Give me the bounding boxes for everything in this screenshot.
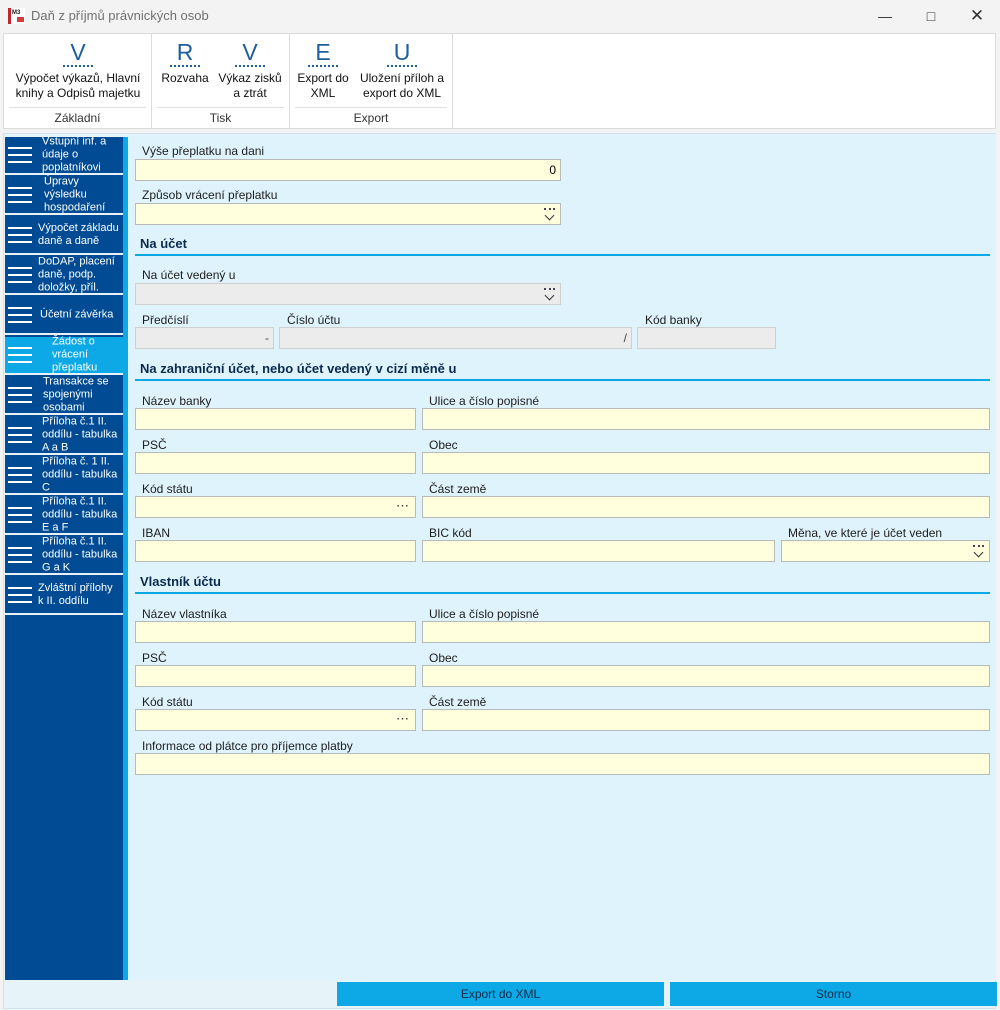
- client-area: [3, 133, 996, 1009]
- overpayment-label: Výše přeplatku na dani: [142, 144, 265, 158]
- ribbon-group-basic: [4, 34, 152, 128]
- payer-info-field[interactable]: [135, 753, 990, 775]
- ribbon-group-label: Tisk: [209, 111, 232, 125]
- owner-name-label: Název vlastníka: [142, 607, 227, 621]
- section-divider: [135, 379, 990, 381]
- sidebar-item-input-info[interactable]: Vstupní inf. a údaje o poplatníkovi: [5, 137, 123, 175]
- section-owner-title: Vlastník účtu: [140, 574, 221, 589]
- balance-sheet-button[interactable]: R Rozvaha: [161, 39, 209, 85]
- menu-icon: [8, 427, 32, 443]
- menu-icon: [8, 147, 32, 163]
- menu-icon: [8, 267, 32, 283]
- city-label: Obec: [429, 438, 458, 452]
- save-attachments-icon: U: [387, 40, 417, 67]
- form-panel: [128, 134, 996, 980]
- sidebar-item-transactions[interactable]: Transakce se spojenými osobami: [5, 377, 123, 415]
- calc-reports-button[interactable]: V Výpočet výkazů, Hlavní knihy a Odpisů majetku: [15, 39, 141, 100]
- owner-zip-field[interactable]: [135, 665, 416, 687]
- prefix-field[interactable]: -: [135, 327, 274, 349]
- sidebar-item-adjustments[interactable]: Úpravy výsledku hospodaření: [5, 177, 123, 215]
- currency-select[interactable]: [781, 540, 990, 562]
- ellipsis-icon[interactable]: ⋯: [396, 498, 410, 513]
- country-code-label: Kód státu: [142, 482, 193, 496]
- ribbon-group-label: Export: [353, 111, 389, 125]
- export-xml-ribbon-button[interactable]: E Export do XML: [297, 39, 349, 100]
- account-held-label: Na účet vedený u: [142, 268, 236, 282]
- refund-method-select[interactable]: [135, 203, 561, 225]
- sidebar-item-refund-request[interactable]: Žádost o vrácení přeplatku: [5, 337, 123, 375]
- ellipsis-icon[interactable]: ⋯: [396, 711, 410, 726]
- menu-icon: [8, 387, 32, 403]
- owner-city-label: Obec: [429, 651, 458, 665]
- owner-country-code-label: Kód státu: [142, 695, 193, 709]
- menu-icon: [8, 547, 32, 563]
- sidebar-item-annex-c[interactable]: Příloha č. 1 II. oddílu - tabulka C: [5, 457, 123, 495]
- bic-label: BIC kód: [429, 526, 472, 540]
- owner-region-field[interactable]: [422, 709, 990, 731]
- prefix-label: Předčíslí: [142, 313, 189, 327]
- cancel-button[interactable]: Storno: [670, 982, 997, 1006]
- menu-icon: [8, 587, 32, 603]
- sidebar-item-annex-gk[interactable]: Příloha č.1 II. oddílu - tabulka G a K: [5, 537, 123, 575]
- profit-loss-icon: V: [235, 40, 265, 67]
- app-icon: M3: [8, 8, 25, 24]
- profit-loss-button[interactable]: V Výkaz zisků a ztrát: [218, 39, 282, 100]
- overpayment-field[interactable]: 0: [135, 159, 561, 181]
- bank-code-field[interactable]: [637, 327, 776, 349]
- owner-zip-label: PSČ: [142, 651, 167, 665]
- bic-field[interactable]: [422, 540, 775, 562]
- sidebar-item-special-annexes[interactable]: Zvláštní přílohy k II. oddílu: [5, 577, 123, 615]
- payer-info-label: Informace od plátce pro příjemce platby: [142, 739, 353, 753]
- section-divider: [135, 592, 990, 594]
- iban-label: IBAN: [142, 526, 171, 540]
- balance-sheet-icon: R: [170, 40, 200, 67]
- account-number-field[interactable]: /: [279, 327, 632, 349]
- bank-name-field[interactable]: [135, 408, 416, 430]
- sidebar-item-annex-ab[interactable]: Příloha č.1 II. oddílu - tabulka A a B: [5, 417, 123, 455]
- owner-city-field[interactable]: [422, 665, 990, 687]
- region-field[interactable]: [422, 496, 990, 518]
- zip-label: PSČ: [142, 438, 167, 452]
- sidebar: [5, 137, 123, 980]
- country-code-field[interactable]: [135, 496, 416, 518]
- dropdown-icon: [973, 545, 984, 557]
- sidebar-item-financial-statement[interactable]: Účetní závěrka: [5, 297, 123, 335]
- currency-label: Měna, ve které je účet veden: [788, 526, 943, 540]
- owner-street-field[interactable]: [422, 621, 990, 643]
- street-label: Ulice a číslo popisné: [429, 394, 540, 408]
- close-button[interactable]: ✕: [969, 6, 985, 25]
- maximize-button[interactable]: □: [926, 8, 936, 24]
- calc-reports-icon: V: [63, 40, 93, 67]
- ribbon-group-label: Základní: [54, 111, 101, 125]
- owner-street-label: Ulice a číslo popisné: [429, 607, 540, 621]
- street-field[interactable]: [422, 408, 990, 430]
- menu-icon: [8, 307, 32, 323]
- city-field[interactable]: [422, 452, 990, 474]
- owner-country-code-field[interactable]: [135, 709, 416, 731]
- window-title: Daň z příjmů právnických osob: [31, 8, 209, 23]
- sidebar-item-dodap[interactable]: DoDAP, placení daně, podp. doložky, příl.: [5, 257, 123, 295]
- section-foreign-title: Na zahraniční účet, nebo účet vedený v cizí měně u: [140, 361, 457, 376]
- account-held-select[interactable]: [135, 283, 561, 305]
- bank-code-label: Kód banky: [645, 313, 702, 327]
- sidebar-item-annex-ef[interactable]: Příloha č.1 II. oddílu - tabulka E a F: [5, 497, 123, 535]
- owner-name-field[interactable]: [135, 621, 416, 643]
- ribbon-group-print: [152, 34, 290, 128]
- menu-icon: [8, 467, 32, 483]
- export-xml-button[interactable]: Export do XML: [337, 982, 664, 1006]
- section-account-title: Na účet: [140, 236, 187, 251]
- save-attachments-button[interactable]: U Uložení příloh a export do XML: [359, 39, 445, 100]
- refund-method-label: Způsob vrácení přeplatku: [142, 188, 278, 202]
- dropdown-icon: [544, 208, 555, 220]
- title-bar: [0, 0, 1000, 32]
- owner-region-label: Část země: [429, 695, 487, 709]
- iban-field[interactable]: [135, 540, 416, 562]
- minimize-button[interactable]: —: [878, 8, 892, 24]
- dropdown-icon: [544, 288, 555, 300]
- menu-icon: [8, 227, 32, 243]
- bank-name-label: Název banky: [142, 394, 212, 408]
- account-number-label: Číslo účtu: [287, 313, 341, 327]
- menu-icon: [8, 507, 32, 523]
- ribbon-group-export: [290, 34, 453, 128]
- sidebar-item-tax-base[interactable]: Výpočet základu daně a daně: [5, 217, 123, 255]
- export-xml-icon: E: [308, 40, 338, 67]
- region-label: Část země: [429, 482, 487, 496]
- section-divider: [135, 254, 990, 256]
- menu-icon: [8, 347, 32, 363]
- menu-icon: [8, 187, 32, 203]
- zip-field[interactable]: [135, 452, 416, 474]
- ribbon: [3, 33, 996, 129]
